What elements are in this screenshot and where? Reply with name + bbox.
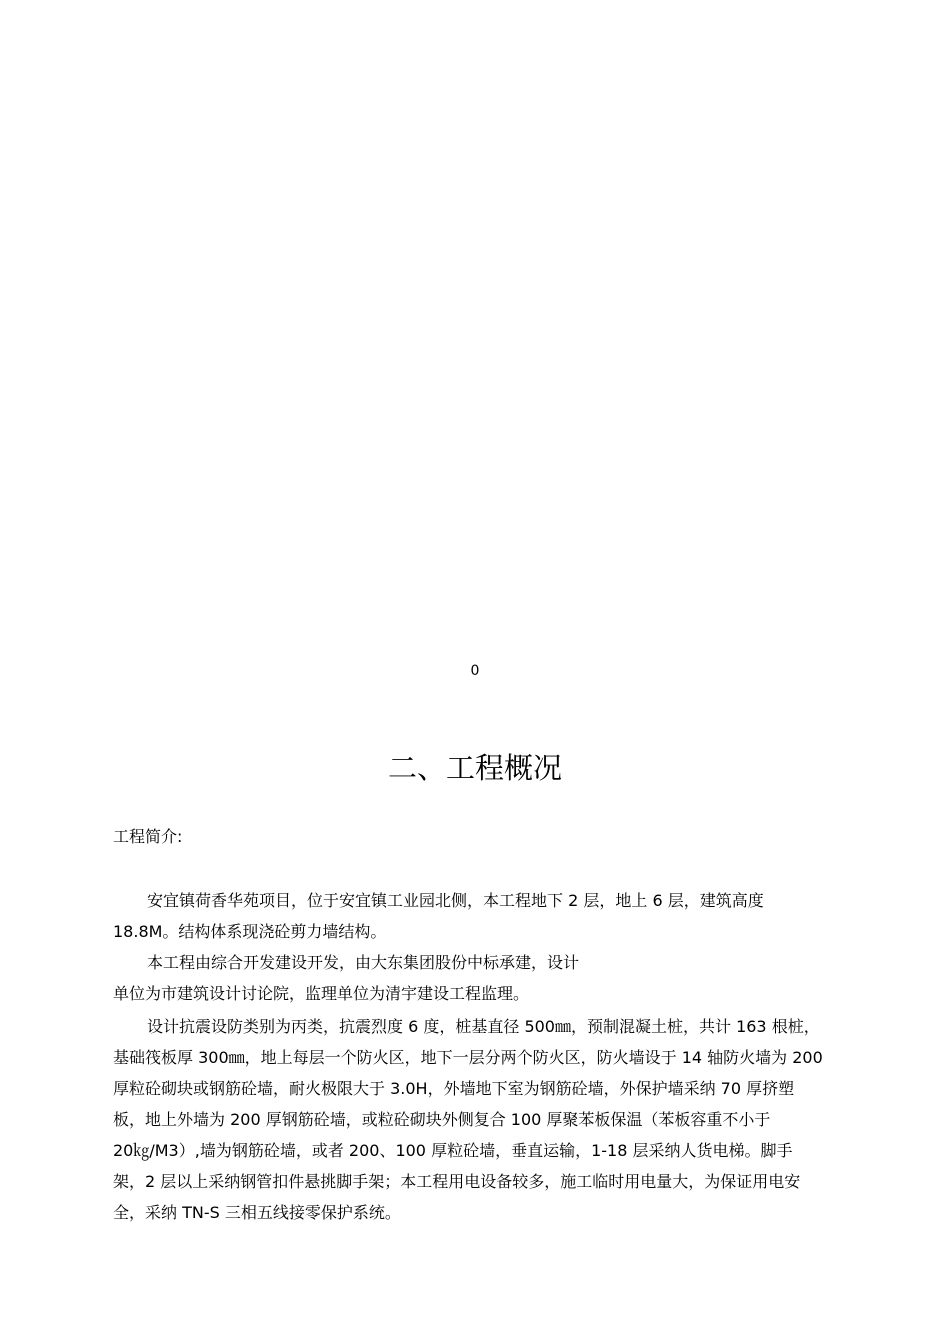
paragraph-line: 本工程由综合开发建设开发，由大东集团股份中标承建，设计 [147,953,580,972]
subheading: 工程简介: [113,827,183,846]
paragraph-line: 18.8M。结构体系现浇砼剪力墙结构。 [113,922,387,941]
paragraph-line: 单位为市建筑设计讨论院，监理单位为清宇建设工程监理。 [113,984,530,1003]
paragraph-line: 20㎏/M3）,墙为钢筋砼墙，或者 200、100 厚粒砼墙，垂直运输，1-18 层采纳人货电梯。脚手 [113,1141,793,1160]
paragraph-line: 安宜镇荷香华苑项目，位于安宜镇工业园北侧，本工程地下 2 层，地上 6 层，建筑高度 [147,891,764,910]
paragraph-line: 设计抗震设防类别为丙类，抗震烈度 6 度，桩基直径 500㎜，预制混凝土桩，共计 163 根桩， [147,1017,820,1036]
section-title: 二、工程概况 [387,751,562,785]
paragraph-line: 全，采纳 TN-S 三相五线接零保护系统。 [113,1203,401,1222]
paragraph-project-location [113,885,873,947]
paragraph-line: 架，2 层以上采纳钢管扣件悬挑脚手架；本工程用电设备较多，施工临时用电量大，为保证用电安 [113,1172,801,1191]
paragraph-line: 基础筏板厚 300㎜，地上每层一个防火区，地下一层分两个防火区，防火墙设于 14 轴防火墙为 200 [113,1048,823,1067]
paragraph-line: 厚粒砼砌块或钢筋砼墙，耐火极限大于 3.0H，外墙地下室为钢筋砼墙，外保护墙采纳 70 厚挤塑 [113,1079,795,1098]
paragraph-line: 板，地上外墙为 200 厚钢筋砼墙，或粒砼砌块外侧复合 100 厚聚苯板保温（苯板容重不小于 [113,1110,771,1129]
paragraph-project-parties [113,947,873,1009]
page-number: 0 [470,663,480,679]
paragraph-design-specs [113,1011,873,1228]
